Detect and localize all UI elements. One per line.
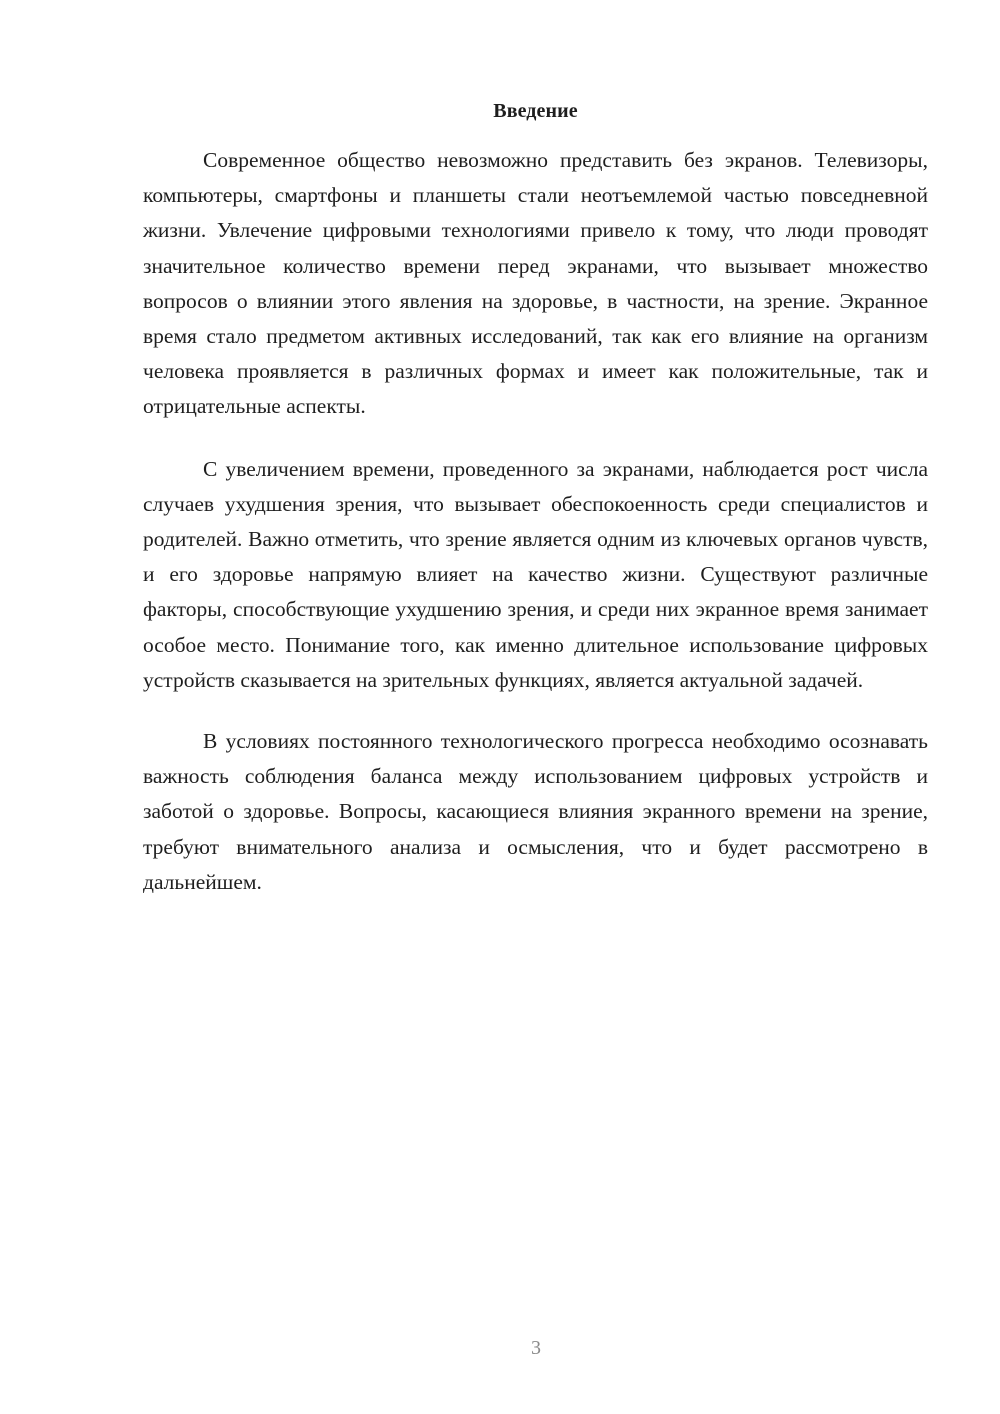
section-heading: Введение [493,100,578,122]
paragraph-3: В условиях постоянного технологического прогресса необходимо осознавать важность соблюдения баланса между использованием цифровых устройств и заботой о здоровье. Вопросы, касающиеся влияния экранного времени на зрение, требуют внимательного анализа и осмысления, что и будет рассмотрено в дальнейшем. [143,729,928,894]
page-content [143,96,928,900]
paragraph-1: Современное общество невозможно представить без экранов. Телевизоры, компьютеры, смартфоны и планшеты стали неотъемлемой частью повседневной жизни. Увлечение цифровыми технологиями привело к тому, что люди проводят значительное количество времени перед экранами, что вызывает множество вопросов о влиянии этого явления на здоровье, в частности, на зрение. Экранное время стало предметом активных исследований, так как его влияние на организм человека проявляется в различных формах и имеет как положительные, так и отрицательные аспекты. [143,148,928,419]
page-number: 3 [531,1337,541,1359]
paragraph-2: С увеличением времени, проведенного за экранами, наблюдается рост числа случаев ухудшения зрения, что вызывает обеспокоенность среди специалистов и родителей. Важно отметить, что зрение является одним из ключевых органов чувств, и его здоровье напрямую влияет на качество жизни. Существуют различные факторы, способствующие ухудшению зрения, и среди них экранное время занимает особое место. Понимание того, как именно длительное использование цифровых устройств сказывается на зрительных функциях, является актуальной задачей. [143,456,928,692]
